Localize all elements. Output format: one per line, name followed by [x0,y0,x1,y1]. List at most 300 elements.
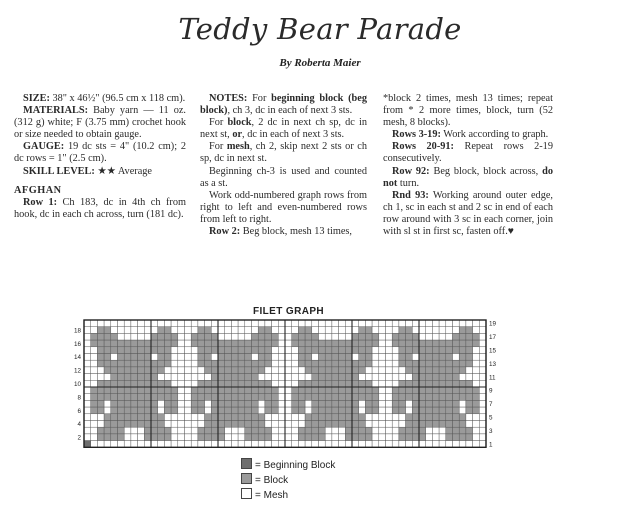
block-cell [319,414,326,421]
mesh-cell [479,414,486,421]
block-cell [319,394,326,401]
block-cell [131,367,138,374]
block-cell [131,421,138,428]
mesh-cell [292,347,299,354]
mesh-cell [178,414,185,421]
block-cell [245,387,252,394]
mesh-cell [285,360,292,367]
mesh-cell [479,394,486,401]
block-cell [473,407,480,414]
block-cell [138,414,145,421]
mesh-cell [446,327,453,334]
block-cell [252,333,259,340]
mesh-cell [231,441,238,448]
block-cell [205,414,212,421]
block-cell [426,340,433,347]
mesh-cell [285,374,292,381]
block-cell [352,360,359,367]
block-cell [151,360,158,367]
block-cell [446,360,453,367]
mesh-cell [412,327,419,334]
block-cell [392,340,399,347]
block-cell [118,374,125,381]
block-cell [439,347,446,354]
block-cell [406,354,413,361]
mesh-cell [473,380,480,387]
mesh-cell [231,333,238,340]
mesh-cell [191,434,198,441]
block-cell [439,380,446,387]
mesh-cell [312,354,319,361]
mesh-cell [238,441,245,448]
block-cell [325,340,332,347]
block-cell [97,380,104,387]
block-cell [406,333,413,340]
block-text-1: For [209,117,228,129]
block-cell [439,421,446,428]
mesh-cell [285,400,292,407]
mesh-cell [392,414,399,421]
block-cell [225,407,232,414]
block-cell [144,394,151,401]
mesh-cell [84,380,91,387]
mesh-cell [399,320,406,327]
mesh-cell [178,347,185,354]
block-cell [164,354,171,361]
mesh-cell [479,434,486,441]
block-cell [459,394,466,401]
block-cell [225,394,232,401]
block-cell [265,380,272,387]
mesh-cell [191,360,198,367]
mesh-cell [479,400,486,407]
block-cell [319,427,326,434]
mesh-cell [352,354,359,361]
block-cell [144,380,151,387]
mesh-cell [386,333,393,340]
block-cell [118,380,125,387]
block-cell [439,360,446,367]
block-cell [124,400,131,407]
gauge-paragraph [14,141,186,165]
block-text-2: , 2 dc in next ch sp, dc in next st, [200,117,367,141]
block-cell [218,414,225,421]
instructions-column-3 [383,93,553,238]
block-cell [426,347,433,354]
block-cell [392,394,399,401]
block-cell [298,434,305,441]
mesh-cell [238,427,245,434]
mesh-cell [84,374,91,381]
block-cell [231,347,238,354]
mesh-cell [171,434,178,441]
mesh-cell [97,367,104,374]
mesh-cell [365,421,372,428]
mesh-cell [399,374,406,381]
mesh-cell [118,320,125,327]
block-cell [151,414,158,421]
mesh-cell [379,394,386,401]
block-or: or [232,129,243,141]
mesh-cell [325,333,332,340]
mesh-cell [379,360,386,367]
mesh-cell [272,421,279,428]
block-cell [211,387,218,394]
block-cell [426,394,433,401]
block-cell [205,333,212,340]
mesh-cell [185,347,192,354]
block-cell [252,421,259,428]
block-cell [406,394,413,401]
mesh-cell [285,407,292,414]
block-cell [352,407,359,414]
mesh-cell [138,434,145,441]
mesh-cell [191,367,198,374]
block-cell [339,374,346,381]
block-cell [332,394,339,401]
block-cell [432,407,439,414]
block-cell [131,394,138,401]
block-cell [205,340,212,347]
mesh-cell [392,354,399,361]
block-cell [118,421,125,428]
block-cell [164,407,171,414]
block-cell [118,414,125,421]
mesh-cell [138,327,145,334]
block-cell [211,407,218,414]
mesh-cell [406,320,413,327]
block-cell [205,327,212,334]
mesh-cell [272,354,279,361]
block-cell [298,333,305,340]
block-cell [124,421,131,428]
block-cell [151,427,158,434]
block-cell [225,421,232,428]
mesh-cell [118,333,125,340]
block-cell [345,347,352,354]
block-cell [238,407,245,414]
afghan-heading: AFGHAN [14,184,62,196]
mesh-cell [386,441,393,448]
block-cell [158,387,165,394]
mesh-cell [392,360,399,367]
block-cell [118,347,125,354]
mesh-cell [144,333,151,340]
block-cell [144,407,151,414]
block-cell [466,360,473,367]
rows3-19-paragraph [383,129,553,141]
block-cell [258,333,265,340]
block-cell [339,421,346,428]
block-cell [432,394,439,401]
mesh-cell [479,380,486,387]
block-cell [164,400,171,407]
block-cell [453,427,460,434]
block-cell [164,380,171,387]
mesh-cell [439,320,446,327]
block-cell [118,340,125,347]
block-cell [171,333,178,340]
block-cell [225,414,232,421]
block-cell [352,374,359,381]
block-cell [245,427,252,434]
block-cell [158,367,165,374]
block-cell [238,380,245,387]
legend-block-label: = Block [255,475,289,486]
block-cell [345,414,352,421]
block-cell [305,434,312,441]
mesh-cell [379,327,386,334]
block-cell [131,387,138,394]
block-cell [124,407,131,414]
mesh-cell [325,320,332,327]
block-cell [312,360,319,367]
block-cell [305,333,312,340]
block-cell [218,434,225,441]
row-label-right: 15 [489,347,497,355]
block-cell [459,427,466,434]
mesh-cell [285,347,292,354]
block-cell [218,340,225,347]
mesh-cell [278,400,285,407]
mesh-cell [84,421,91,428]
block-cell [466,394,473,401]
block-cell [205,380,212,387]
block-cell [325,360,332,367]
block-cell [453,387,460,394]
row-label-left: 6 [77,407,81,415]
mesh-cell [84,387,91,394]
block-cell [205,427,212,434]
block-cell [292,400,299,407]
block-cell [365,407,372,414]
mesh-cell [278,327,285,334]
block-cell [104,340,111,347]
block-cell [325,354,332,361]
mesh-cell [285,340,292,347]
mesh-cell [419,333,426,340]
block-cell [319,360,326,367]
block-cell [211,434,218,441]
size-label: SIZE: [23,93,50,104]
mesh-bold: mesh [226,141,250,153]
mesh-cell [198,441,205,448]
mesh-cell [124,434,131,441]
mesh-cell [97,421,104,428]
block-cell [392,333,399,340]
block-cell [359,360,366,367]
mesh-cell [379,441,386,448]
mesh-cell [185,354,192,361]
block-cell [245,434,252,441]
block-cell [459,360,466,367]
block-cell [104,387,111,394]
block-cell [211,380,218,387]
block-cell [312,407,319,414]
block-cell [205,394,212,401]
mesh-cell [171,421,178,428]
block-cell [231,367,238,374]
mesh-cell [238,320,245,327]
block-cell [412,367,419,374]
mesh-cell [144,441,151,448]
mesh-cell [171,374,178,381]
block-cell [211,400,218,407]
mesh-cell [118,441,125,448]
notes-label: NOTES: [209,93,248,104]
mesh-cell [426,434,433,441]
block-cell [345,360,352,367]
block-cell [453,347,460,354]
block-cell [225,347,232,354]
block-cell [459,380,466,387]
block-cell [298,394,305,401]
block-cell [97,434,104,441]
block-cell [473,394,480,401]
block-cell [118,360,125,367]
block-cell [292,387,299,394]
row-label-left: 14 [73,354,81,362]
block-cell [238,347,245,354]
block-cell [399,394,406,401]
mesh-cell [453,320,460,327]
mesh-cell [292,414,299,421]
block-cell [258,380,265,387]
mesh-cell [386,320,393,327]
block-cell [453,394,460,401]
mesh-cell [439,333,446,340]
block-cell [453,333,460,340]
block-cell [319,387,326,394]
mesh-cell [185,394,192,401]
block-cell [151,333,158,340]
block-cell [124,414,131,421]
block-cell [339,367,346,374]
block-cell [131,414,138,421]
mesh-cell [399,367,406,374]
block-cell [453,367,460,374]
block-cell [198,360,205,367]
mesh-cell [406,441,413,448]
mesh-cell [285,394,292,401]
block-cell [412,360,419,367]
block-cell [151,347,158,354]
mesh-cell [473,427,480,434]
block-cell [144,400,151,407]
mesh-cell [91,354,98,361]
mesh-cell [365,374,372,381]
block-cell [406,421,413,428]
block-cell [198,354,205,361]
block-cell [359,327,366,334]
mesh-cell [412,441,419,448]
row92-text: Beg block, block across, [429,165,543,177]
mesh-cell [479,340,486,347]
block-cell [171,400,178,407]
block-paragraph [200,117,367,141]
block-cell [325,374,332,381]
block-cell [272,400,279,407]
block-cell [205,387,212,394]
block-cell [238,340,245,347]
block-cell [298,387,305,394]
mesh-cell [453,354,460,361]
mesh-cell [278,441,285,448]
block-cell [211,340,218,347]
mesh-cell [386,407,393,414]
mesh-cell [278,421,285,428]
block-cell [118,427,125,434]
mesh-cell [278,414,285,421]
mesh-cell [225,327,232,334]
block-cell [305,387,312,394]
mesh-cell [372,427,379,434]
mesh-cell [91,320,98,327]
mesh-cell [84,434,91,441]
mesh-cell [345,320,352,327]
mesh-cell [278,434,285,441]
row2-continued: *block 2 times, mesh 13 times; repeat from * 2 more times, block, turn (52 mesh, 8 blocks). [383,93,553,129]
block-cell [372,400,379,407]
block-cell [419,340,426,347]
mesh-cell [272,380,279,387]
block-cell [406,387,413,394]
block-cell [158,340,165,347]
mesh-cell [265,421,272,428]
mesh-text-1: For [209,141,227,153]
mesh-cell [372,367,379,374]
block-cell [158,347,165,354]
block-cell [399,360,406,367]
mesh-cell [379,354,386,361]
mesh-cell [386,414,393,421]
mesh-cell [466,367,473,374]
instructions-column-1 [14,93,186,221]
block-cell [245,394,252,401]
mesh-cell [372,434,379,441]
mesh-cell [292,367,299,374]
block-cell [365,380,372,387]
mesh-cell [285,327,292,334]
block-cell [352,400,359,407]
block-cell [292,340,299,347]
mesh-cell [379,421,386,428]
mesh-cell [479,320,486,327]
mesh-cell [164,421,171,428]
block-cell [131,340,138,347]
block-cell [104,414,111,421]
block-cell [312,380,319,387]
mesh-cell [178,327,185,334]
mesh-cell [258,441,265,448]
block-cell [365,354,372,361]
legend-mesh [241,488,288,501]
block-cell [305,414,312,421]
block-cell [258,394,265,401]
block-cell [104,421,111,428]
mesh-cell [392,320,399,327]
mesh-cell [185,407,192,414]
block-cell [211,333,218,340]
mesh-cell [104,441,111,448]
block-cell [332,414,339,421]
block-cell [138,360,145,367]
block-cell [419,400,426,407]
row-label-right: 3 [489,427,493,435]
mesh-cell [285,414,292,421]
block-cell [144,360,151,367]
mesh-cell [258,400,265,407]
